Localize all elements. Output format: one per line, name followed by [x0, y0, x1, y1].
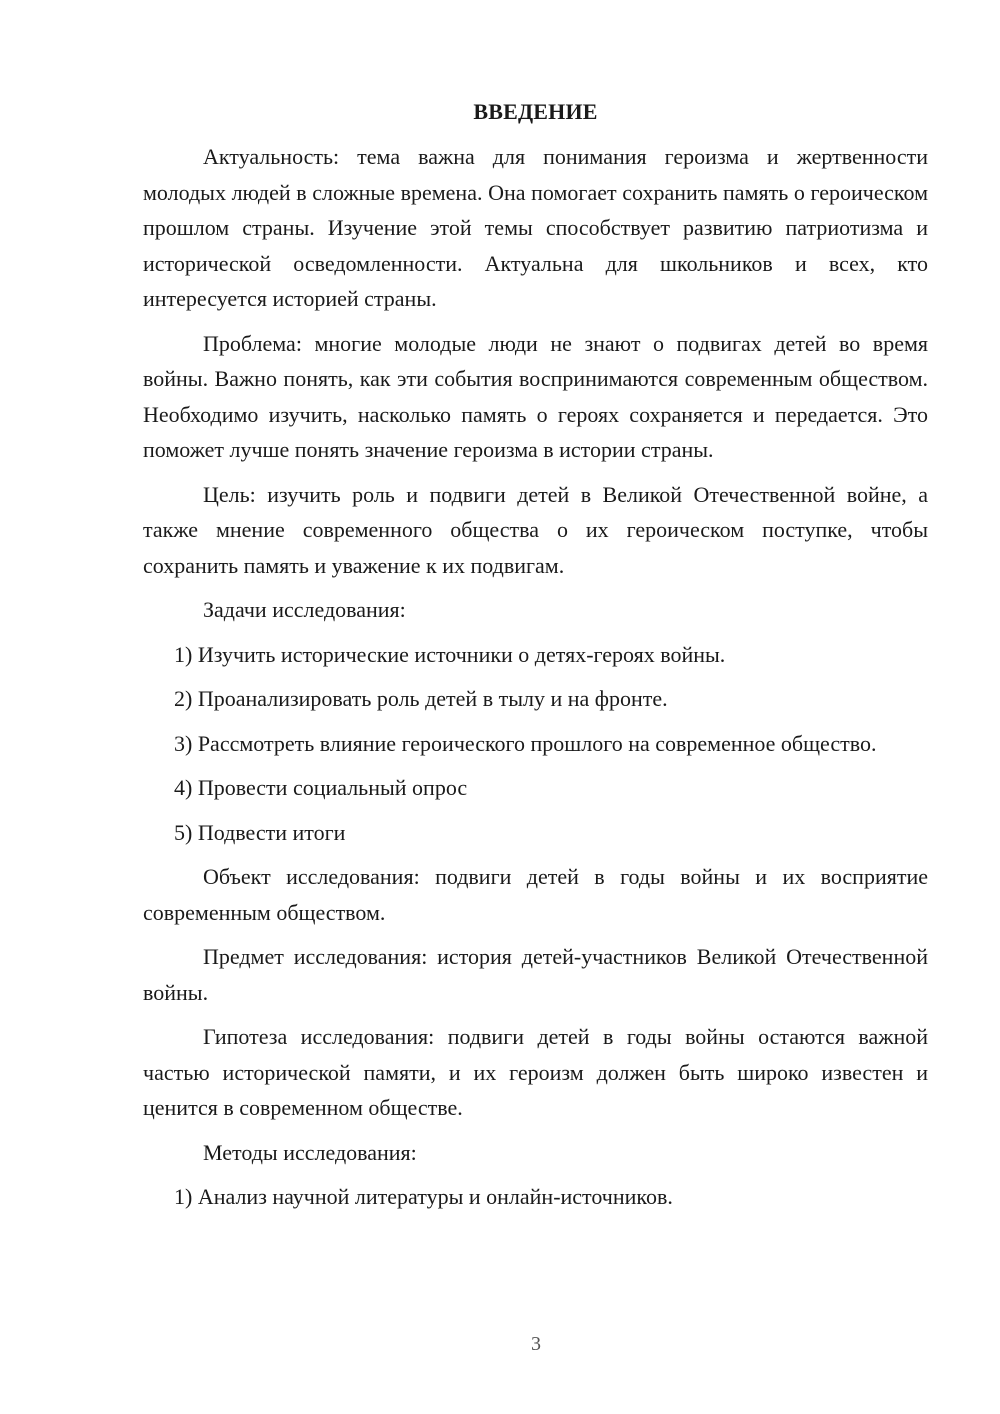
tasks-heading: Задачи исследования:: [203, 597, 406, 622]
task-item: 4) Провести социальный опрос: [174, 775, 468, 800]
methods-heading: Методы исследования:: [203, 1139, 417, 1165]
document-page: [143, 94, 928, 1224]
task-item: 5) Подвести итоги: [174, 819, 346, 845]
task-item: 3) Рассмотреть влияние героического прошлого на современное общество.: [174, 730, 877, 756]
page-title: ВВЕДЕНИЕ: [473, 99, 598, 124]
page-number: 3: [531, 1333, 541, 1355]
goal-paragraph: Цель: изучить роль и подвиги детей в Великой Отечественной войне, а также мнение современного общества о их героическом поступке, чтобы сохранить память и уважение к их подвигам.: [143, 481, 928, 578]
relevance-paragraph: Актуальность: тема важна для понимания героизма и жертвенности молодых людей в сложные времена. Она помогает сохранить память о героическом прошлом страны. Изучение этой темы способствует развитию патриотизма и исторической осведомленности. Актуальна для школьников и всех, кто интересуется историей страны.: [143, 144, 928, 311]
method-item: 1) Анализ научной литературы и онлайн-источников.: [174, 1184, 673, 1209]
hypothesis-paragraph: Гипотеза исследования: подвиги детей в годы войны остаются важной частью исторической памяти, и их героизм должен быть широко известен и ценится в современном обществе.: [143, 1024, 928, 1120]
task-item: 2) Проанализировать роль детей в тылу и на фронте.: [174, 686, 668, 711]
object-paragraph: Объект исследования: подвиги детей в годы войны и их восприятие современным обществом.: [143, 864, 928, 925]
subject-paragraph: Предмет исследования: история детей-участников Великой Отечественной войны.: [143, 944, 928, 1005]
task-item: 1) Изучить исторические источники о детях-героях войны.: [174, 641, 726, 667]
problem-paragraph: Проблема: многие молодые люди не знают о подвигах детей во время войны. Важно понять, как эти события воспринимаются современным обществом. Необходимо изучить, насколько память о героях сохраняется и передается. Это поможет лучше понять значение героизма в истории страны.: [143, 330, 928, 462]
